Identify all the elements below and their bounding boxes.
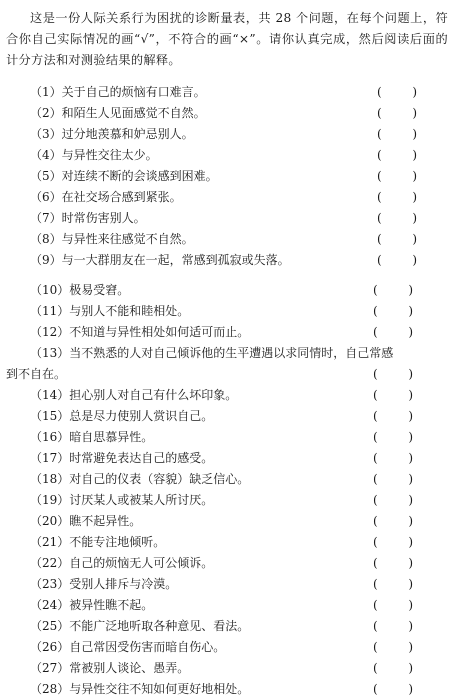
question-row — [30, 406, 430, 426]
close-paren: ) — [408, 367, 413, 381]
close-paren: ) — [408, 577, 413, 591]
question-row — [30, 553, 430, 573]
question-number: （1） — [30, 85, 62, 99]
open-paren: ( — [373, 388, 378, 402]
question-number: （2） — [30, 106, 62, 120]
question-row — [30, 532, 430, 552]
close-paren: ) — [408, 535, 413, 549]
answer-blank[interactable] — [373, 574, 413, 594]
question-text: 自己常因受伤害而暗自伤心。 — [69, 640, 226, 654]
answer-blank[interactable] — [373, 322, 413, 342]
close-paren: ) — [408, 598, 413, 612]
question-row — [30, 469, 430, 489]
question-row — [30, 448, 430, 468]
close-paren: ) — [412, 169, 417, 183]
question-row — [30, 187, 430, 207]
answer-blank[interactable] — [373, 490, 413, 510]
close-paren: ) — [412, 232, 417, 246]
question-number: （17） — [30, 451, 70, 465]
open-paren: ( — [377, 232, 382, 246]
question-text: 讨厌某人或被某人所讨厌。 — [69, 493, 214, 507]
question-text: 与异性交往太少。 — [61, 148, 158, 162]
question-text: 与异性来往感觉不自然。 — [61, 232, 194, 246]
open-paren: ( — [377, 148, 382, 162]
answer-blank[interactable] — [377, 103, 417, 123]
question-row — [30, 103, 430, 123]
question-row — [30, 301, 430, 321]
close-paren: ) — [408, 304, 413, 318]
question-row — [30, 82, 430, 102]
open-paren: ( — [373, 661, 378, 675]
question-text: 担心别人对自己有什么坏印象。 — [69, 388, 238, 402]
open-paren: ( — [373, 304, 378, 318]
question-number: （28） — [30, 682, 70, 696]
close-paren: ) — [408, 451, 413, 465]
question-number: （27） — [30, 661, 70, 675]
close-paren: ) — [408, 409, 413, 423]
question-number: （7） — [30, 211, 62, 225]
question-text: 与异性交往不知如何更好地相处。 — [69, 682, 250, 696]
open-paren: ( — [377, 85, 382, 99]
question-number: （6） — [30, 190, 62, 204]
answer-blank[interactable] — [373, 301, 413, 321]
open-paren: ( — [377, 190, 382, 204]
answer-blank[interactable] — [377, 145, 417, 165]
answer-blank[interactable] — [377, 250, 417, 270]
open-paren: ( — [373, 493, 378, 507]
question-number: （5） — [30, 169, 62, 183]
question-row — [30, 658, 430, 678]
question-text: 极易受窘。 — [69, 283, 130, 297]
question-row — [30, 250, 430, 270]
question-number: （10） — [30, 283, 70, 297]
close-paren: ) — [412, 127, 417, 141]
answer-blank[interactable] — [373, 364, 413, 384]
question-row — [30, 511, 430, 531]
close-paren: ) — [408, 283, 413, 297]
answer-blank[interactable] — [373, 532, 413, 552]
open-paren: ( — [373, 682, 378, 696]
question-text: 受别人排斥与冷漠。 — [69, 577, 178, 591]
answer-blank[interactable] — [373, 448, 413, 468]
question-row — [30, 145, 430, 165]
open-paren: ( — [377, 106, 382, 120]
open-paren: ( — [373, 577, 378, 591]
question-text: 时常避免表达自己的感受。 — [69, 451, 214, 465]
open-paren: ( — [373, 556, 378, 570]
open-paren: ( — [373, 409, 378, 423]
question-row — [30, 637, 430, 657]
close-paren: ) — [408, 325, 413, 339]
question-text: 当不熟悉的人对自己倾诉他的生平遭遇以求同情时，自己常感 — [69, 346, 394, 360]
open-paren: ( — [373, 367, 378, 381]
close-paren: ) — [408, 493, 413, 507]
question-text: 常被别人谈论、愚弄。 — [69, 661, 190, 675]
question-number: （21） — [30, 535, 70, 549]
question-number: （18） — [30, 472, 70, 486]
question-text: 时常伤害别人。 — [61, 211, 146, 225]
question-number: （16） — [30, 430, 70, 444]
open-paren: ( — [373, 514, 378, 528]
answer-blank[interactable] — [373, 679, 413, 699]
question-text: 对连续不断的会谈感到困难。 — [61, 169, 218, 183]
answer-blank[interactable] — [373, 595, 413, 615]
close-paren: ) — [408, 682, 413, 696]
open-paren: ( — [373, 451, 378, 465]
question-text: 不知道与异性相处如何适可而止。 — [69, 325, 250, 339]
answer-blank[interactable] — [373, 658, 413, 678]
close-paren: ) — [412, 85, 417, 99]
open-paren: ( — [373, 598, 378, 612]
question-row — [30, 343, 430, 363]
answer-blank[interactable] — [377, 124, 417, 144]
close-paren: ) — [408, 640, 413, 654]
close-paren: ) — [408, 619, 413, 633]
question-row — [30, 166, 430, 186]
answer-blank[interactable] — [373, 511, 413, 531]
question-row — [30, 595, 430, 615]
question-row — [30, 229, 430, 249]
question-number: （23） — [30, 577, 70, 591]
question-row — [30, 124, 430, 144]
question-text: 与别人不能和睦相处。 — [69, 304, 190, 318]
open-paren: ( — [377, 211, 382, 225]
question-row — [30, 616, 430, 636]
answer-blank[interactable] — [377, 166, 417, 186]
question-number: （8） — [30, 232, 62, 246]
question-text: 对自己的仪表（容貌）缺乏信心。 — [69, 472, 250, 486]
question-number: （9） — [30, 253, 62, 267]
question-number: （24） — [30, 598, 70, 612]
close-paren: ) — [408, 388, 413, 402]
question-number: （26） — [30, 640, 70, 654]
close-paren: ) — [408, 661, 413, 675]
question-row — [30, 280, 430, 300]
question-row — [30, 385, 430, 405]
question-text: 关于自己的烦恼有口难言。 — [61, 85, 206, 99]
open-paren: ( — [377, 169, 382, 183]
answer-blank[interactable] — [373, 637, 413, 657]
close-paren: ) — [408, 472, 413, 486]
instructions-paragraph: 这是一份人际关系行为困扰的诊断量表，共 28 个问题，在每个问题上，符合你自己实际情况的画“√”，不符合的画“×”。请你认真完成，然后阅读后面的计分方法和对测验结果的解释。 — [6, 11, 448, 67]
close-paren: ) — [412, 211, 417, 225]
close-paren: ) — [408, 514, 413, 528]
question-number: （13） — [30, 346, 70, 360]
question-row — [30, 208, 430, 228]
question-text: 和陌生人见面感觉不自然。 — [61, 106, 206, 120]
question-text: 暗自思慕异性。 — [69, 430, 154, 444]
open-paren: ( — [373, 472, 378, 486]
answer-blank[interactable] — [373, 427, 413, 447]
answer-blank[interactable] — [377, 187, 417, 207]
open-paren: ( — [373, 535, 378, 549]
question-text: 瞧不起异性。 — [69, 514, 142, 528]
answer-blank[interactable] — [373, 616, 413, 636]
open-paren: ( — [373, 325, 378, 339]
question-row — [30, 490, 430, 510]
question-number: （12） — [30, 325, 70, 339]
open-paren: ( — [377, 127, 382, 141]
answer-blank[interactable] — [373, 553, 413, 573]
open-paren: ( — [373, 619, 378, 633]
question-number: （14） — [30, 388, 70, 402]
question-text: 与一大群朋友在一起，常感到孤寂或失落。 — [61, 253, 290, 267]
answer-blank[interactable] — [373, 385, 413, 405]
question-text: 不能广泛地听取各种意见、看法。 — [69, 619, 250, 633]
open-paren: ( — [373, 430, 378, 444]
close-paren: ) — [412, 106, 417, 120]
question-number: （20） — [30, 514, 70, 528]
open-paren: ( — [373, 283, 378, 297]
question-text: 被异性瞧不起。 — [69, 598, 154, 612]
question-number: （22） — [30, 556, 70, 570]
question-number: （25） — [30, 619, 70, 633]
question-number: （4） — [30, 148, 62, 162]
close-paren: ) — [412, 148, 417, 162]
answer-blank[interactable] — [377, 82, 417, 102]
open-paren: ( — [377, 253, 382, 267]
question-row — [30, 427, 430, 447]
question-text: 自己的烦恼无人可公倾诉。 — [69, 556, 214, 570]
question-number: （3） — [30, 127, 62, 141]
close-paren: ) — [408, 430, 413, 444]
question-number: （11） — [30, 304, 70, 318]
answer-blank[interactable] — [377, 208, 417, 228]
question-text-continuation: 到不自在。 — [6, 367, 67, 381]
answer-blank[interactable] — [377, 229, 417, 249]
answer-blank[interactable] — [373, 469, 413, 489]
question-text: 不能专注地倾听。 — [69, 535, 166, 549]
question-text: 总是尽力使别人赏识自己。 — [69, 409, 214, 423]
question-number: （15） — [30, 409, 70, 423]
question-row — [30, 679, 430, 699]
open-paren: ( — [373, 640, 378, 654]
question-row — [30, 322, 430, 342]
close-paren: ) — [412, 190, 417, 204]
question-row — [30, 574, 430, 594]
question-number: （19） — [30, 493, 70, 507]
question-text: 在社交场合感到紧张。 — [61, 190, 182, 204]
close-paren: ) — [408, 556, 413, 570]
close-paren: ) — [412, 253, 417, 267]
answer-blank[interactable] — [373, 280, 413, 300]
answer-blank[interactable] — [373, 406, 413, 426]
question-text: 过分地羡慕和妒忌别人。 — [61, 127, 194, 141]
